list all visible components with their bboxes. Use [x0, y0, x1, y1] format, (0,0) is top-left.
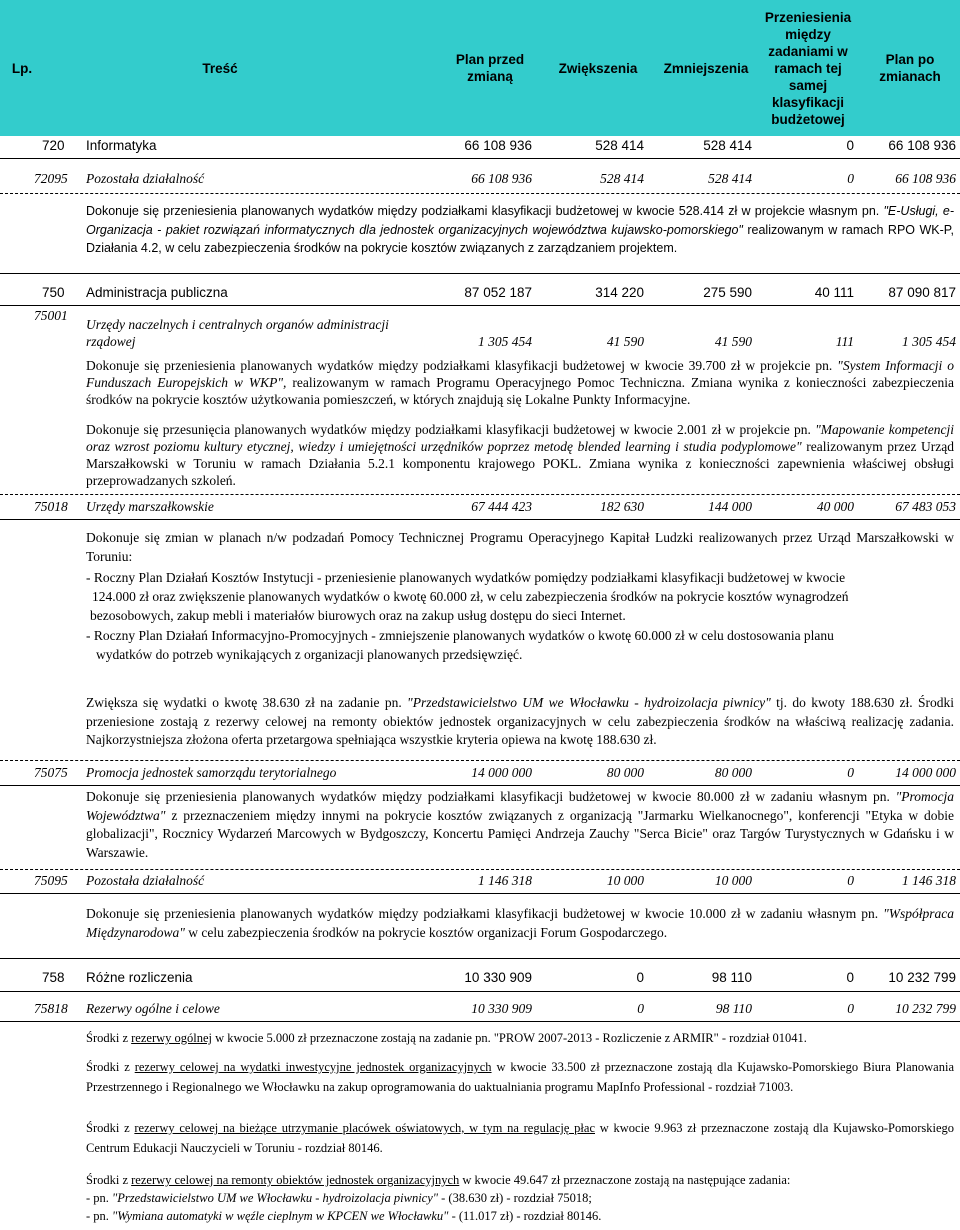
row-lp: 750	[42, 285, 65, 300]
row-prz: 0	[846, 138, 854, 153]
divider	[0, 760, 960, 761]
divider	[0, 893, 960, 894]
divider	[0, 785, 960, 786]
row-plan: 1 146 318	[478, 873, 532, 888]
divider	[0, 273, 960, 274]
divider	[0, 1021, 960, 1022]
note-75818-1: Środki z rezerwy ogólnej w kwocie 5.000 zł przeznaczone zostają na zadanie pn. "PROW 2007-2013 - Rozliczenie z ARMIR" - rozdział 01041.	[86, 1031, 807, 1045]
row-zm: 98 110	[715, 1001, 752, 1016]
row-name: Urzędy marszałkowskie	[86, 499, 214, 514]
row-zm: 41 590	[714, 334, 752, 349]
row-zm: 528 414	[708, 171, 752, 186]
note-75818-2: Środki z rezerwy celowej na wydatki inwestycyjne jednostek organizacyjnych w kwocie 33.500 zł przeznaczone zostają dla Kujawsko-Pomorskiego Biura Planowania Przestrzennego i Regionalnego we Włocławku na zakup oprogramowania do uaktualniania programu MapInfo Professional - rozdział 71003.	[86, 1060, 954, 1094]
row-lp: 72095	[34, 171, 68, 186]
note-75001-1: Dokonuje się przeniesienia planowanych wydatków między podziałkami klasyfikacji budżetowej w kwocie 39.700 zł w projekcie pn. "System Informacji o Funduszach Europejskich w WKP", realizowanym w ramach Programu Operacyjnego Pomoc Techniczna. Zmiana wynika z konieczności zabezpieczenia środków na pokrycie kosztów użytkowania pomieszczeń, w których znajdują się Lokalne Punkty Informacyjne.	[86, 358, 954, 407]
row-lp: 75018	[34, 499, 68, 514]
row-plan: 14 000 000	[471, 765, 532, 780]
table-row-75818	[0, 1000, 960, 1020]
row-po: 14 000 000	[895, 765, 956, 780]
header-zmniejszenia: Zmniejszenia	[663, 60, 749, 76]
table-row-750	[0, 284, 960, 304]
header-lp: Lp.	[11, 60, 33, 76]
row-plan: 1 305 454	[478, 334, 532, 349]
row-lp: 75818	[34, 1001, 68, 1016]
row-po: 10 232 799	[895, 1001, 956, 1016]
row-prz: 0	[847, 765, 854, 780]
row-plan: 67 444 423	[471, 499, 532, 514]
note-75018-zwieksza: Zwiększa się wydatki o kwotę 38.630 zł na zadanie pn. "Przedstawicielstwo UM we Włocławku - hydroizolacja piwnicy" tj. do kwoty 188.630 zł. Środki przeniesione zostają z rezerwy celowej na remonty obiektów jednostek organizacyjnych w celu zabezpieczenia środków na właściwą realizację zadania. Najkorzystniejsza złożona oferta przetargowa spełniająca wszystkie kryteria opiewa na kwotę 188.630 zł.	[86, 695, 954, 747]
note-75018-b2: - Roczny Plan Działań Informacyjno-Promocyjnych - zmniejszenie planowanych wydatków o kwotę 60.000 zł w celu dostosowania planu wydatków do potrzeb wynikających z organizacji planowanych przedsięwzięć.	[86, 628, 834, 662]
row-plan: 66 108 936	[464, 138, 532, 153]
row-zm: 80 000	[714, 765, 752, 780]
row-plan: 10 330 909	[464, 970, 532, 985]
table-row-75001	[0, 333, 960, 353]
row-plan: 66 108 936	[471, 171, 532, 186]
row-zw: 80 000	[606, 765, 644, 780]
row-zm: 528 414	[703, 138, 752, 153]
row-po: 66 108 936	[888, 138, 956, 153]
note-75001-2: Dokonuje się przesunięcia planowanych wydatków między podziałkami klasyfikacji budżetowej w kwocie 2.001 zł w projekcie pn. "Mapowanie kompetencji oraz wzrost poziomu kultury etycznej, wiedzy i umiejętności urzędników poprzez metodę blended learning i studia podyplomowe" realizowanym przez Urząd Marszałkowski w Toruniu w ramach Działania 5.2.1 komponentu krajowego POKL. Zmiana wynika z konieczności zapewnienia właściwej obsługi przeprowadzanych szkoleń.	[86, 422, 954, 488]
row-prz: 0	[847, 171, 854, 186]
note-75818-3: Środki z rezerwy celowej na bieżące utrzymanie placówek oświatowych, w tym na regulację płac w kwocie 9.963 zł przeznaczone zostają dla Kujawsko-Pomorskiego Centrum Edukacji Nauczycieli w Toruniu - rozdział 80146.	[86, 1121, 954, 1155]
row-prz: 0	[846, 970, 854, 985]
row-zw: 528 414	[600, 171, 644, 186]
table-row-72095	[0, 170, 960, 190]
table-row-75018	[0, 498, 960, 518]
row-zm: 144 000	[708, 499, 752, 514]
table-row-75095	[0, 872, 960, 892]
note-75095: Dokonuje się przeniesienia planowanych wydatków między podziałkami klasyfikacji budżetowej w kwocie 10.000 zł w zadaniu własnym pn. "Współpraca Międzynarodowa" w celu zabezpieczenia środków na pokrycie kosztów organizacji Forum Gospodarczego.	[86, 906, 954, 940]
note-75018-b1: - Roczny Plan Działań Kosztów Instytucji - przeniesienie planowanych wydatków pomiędzy podziałkami klasyfikacji budżetowej w kwocie 124.000 zł oraz zwiększenie planowanych wydatków o kwotę 60.000 zł, w celu zabezpieczenia środków na pokrycie kosztów wynagrodzeń bezosobowych, zakup mebli i materiałów biurowych oraz na zakup usług dostępu do sieci Internet.	[86, 570, 849, 623]
row-prz: 111	[835, 334, 854, 349]
row-lp: 720	[42, 138, 65, 153]
row-zm: 10 000	[714, 873, 752, 888]
row-po: 1 146 318	[902, 873, 956, 888]
divider	[0, 494, 960, 495]
row-zw: 314 220	[595, 285, 644, 300]
row-po: 10 232 799	[888, 970, 956, 985]
row-po: 67 483 053	[895, 499, 956, 514]
row-po: 66 108 936	[895, 171, 956, 186]
header-plan-po: Plan po zmianach	[879, 52, 941, 84]
header-przeniesienia: Przeniesienia między zadaniami w ramach tej samej klasyfikacji budżetowej	[764, 9, 852, 127]
row-lp: 75075	[34, 765, 68, 780]
row-prz: 0	[847, 873, 854, 888]
divider	[0, 991, 960, 992]
row-zw: 528 414	[595, 138, 644, 153]
row-name: Różne rozliczenia	[86, 970, 193, 985]
note-75018-intro: Dokonuje się zmian w planach n/w podzadań Pomocy Technicznej Programu Operacyjnego Kapitał Ludzki realizowanych przez Urząd Marszałkowski w Toruniu:	[86, 530, 954, 564]
row-zw: 182 630	[600, 499, 644, 514]
table-header	[0, 0, 960, 136]
row-prz: 40 000	[816, 499, 854, 514]
note-75075: Dokonuje się przeniesienia planowanych wydatków między podziałkami klasyfikacji budżetowej w kwocie 80.000 zł w zadaniu własnym pn. "Promocja Województwa" z przeznaczeniem między innymi na pokrycie kosztów związanych z organizacją "Jarmarku Wielkanocnego", konferencji "Etyka w dobie globalizacji", Rocznicy Wydarzeń Marcowych w Bydgoszczy, Koncertu Pamięci Andrzeja Zauchy "Serca Bicie" oraz Targów Turystycznych w Gdańsku i w Warszawie.	[86, 789, 954, 860]
row-name: Rezerwy ogólne i celowe	[86, 1001, 220, 1016]
row-plan: 10 330 909	[471, 1001, 532, 1016]
divider	[0, 305, 960, 306]
row-po: 87 090 817	[888, 285, 956, 300]
table-row-75075	[0, 764, 960, 784]
row-name: Pozostała działalność	[86, 873, 205, 888]
divider	[0, 958, 960, 959]
header-plan-przed: Plan przed zmianą	[455, 52, 525, 84]
note-72095: Dokonuje się przeniesienia planowanych wydatków między podziałkami klasyfikacji budżetowej w kwocie 528.414 zł w projekcie własnym pn. "E-Usługi, e-Organizacja - pakiet rozwiązań informatycznych dla jednostek organizacyjnych województwa kujawsko-pomorskiego" realizowanym w ramach RPO WK-P, Działania 4.2, w celu zabezpieczenia środków na pokrycie kosztów związanych z zarządzaniem projektem.	[86, 204, 955, 255]
row-name: rządowej	[86, 334, 136, 349]
note-75818-4: Środki z rezerwy celowej na remonty obiektów jednostek organizacyjnych w kwocie 49.647 zł przeznaczone zostają na następujące zadania: - pn. "Przedstawicielstwo UM we Włocławku - hydroizolacja piwnicy" - (38.630 zł) - rozdział 75018; - pn. "Wymiana automatyki w węźle cieplnym w KPCEN we Włocławku" - (11.017 zł) - rozdział 80146.	[86, 1173, 791, 1223]
row-prz: 0	[847, 1001, 854, 1016]
row-zw: 41 590	[606, 334, 644, 349]
row-prz: 40 111	[814, 285, 854, 300]
row-zw: 10 000	[606, 873, 644, 888]
row-lp: 75095	[34, 873, 68, 888]
row-name: Pozostała działalność	[86, 171, 205, 186]
divider	[0, 158, 960, 159]
table-row-720	[0, 137, 960, 157]
table-row-758	[0, 969, 960, 989]
header-tresc: Treść	[202, 60, 238, 76]
row-lp: 758	[42, 970, 65, 985]
row-plan: 87 052 187	[464, 285, 532, 300]
row-name: Administracja publiczna	[86, 285, 228, 300]
row-name: Promocja jednostek samorządu terytorialnego	[86, 765, 337, 780]
row-zm: 275 590	[703, 285, 752, 300]
row-zw: 0	[636, 970, 644, 985]
row-zm: 98 110	[711, 970, 752, 985]
row-lp-75001: 75001	[34, 308, 68, 323]
row-po: 1 305 454	[902, 334, 956, 349]
divider	[0, 193, 960, 194]
divider	[0, 519, 960, 520]
row-name-75001: Urzędy naczelnych i centralnych organów administracji	[86, 317, 389, 332]
divider	[0, 869, 960, 870]
row-name: Informatyka	[86, 138, 157, 153]
row-zw: 0	[637, 1001, 644, 1016]
header-zwiekszenia: Zwiększenia	[558, 60, 638, 76]
